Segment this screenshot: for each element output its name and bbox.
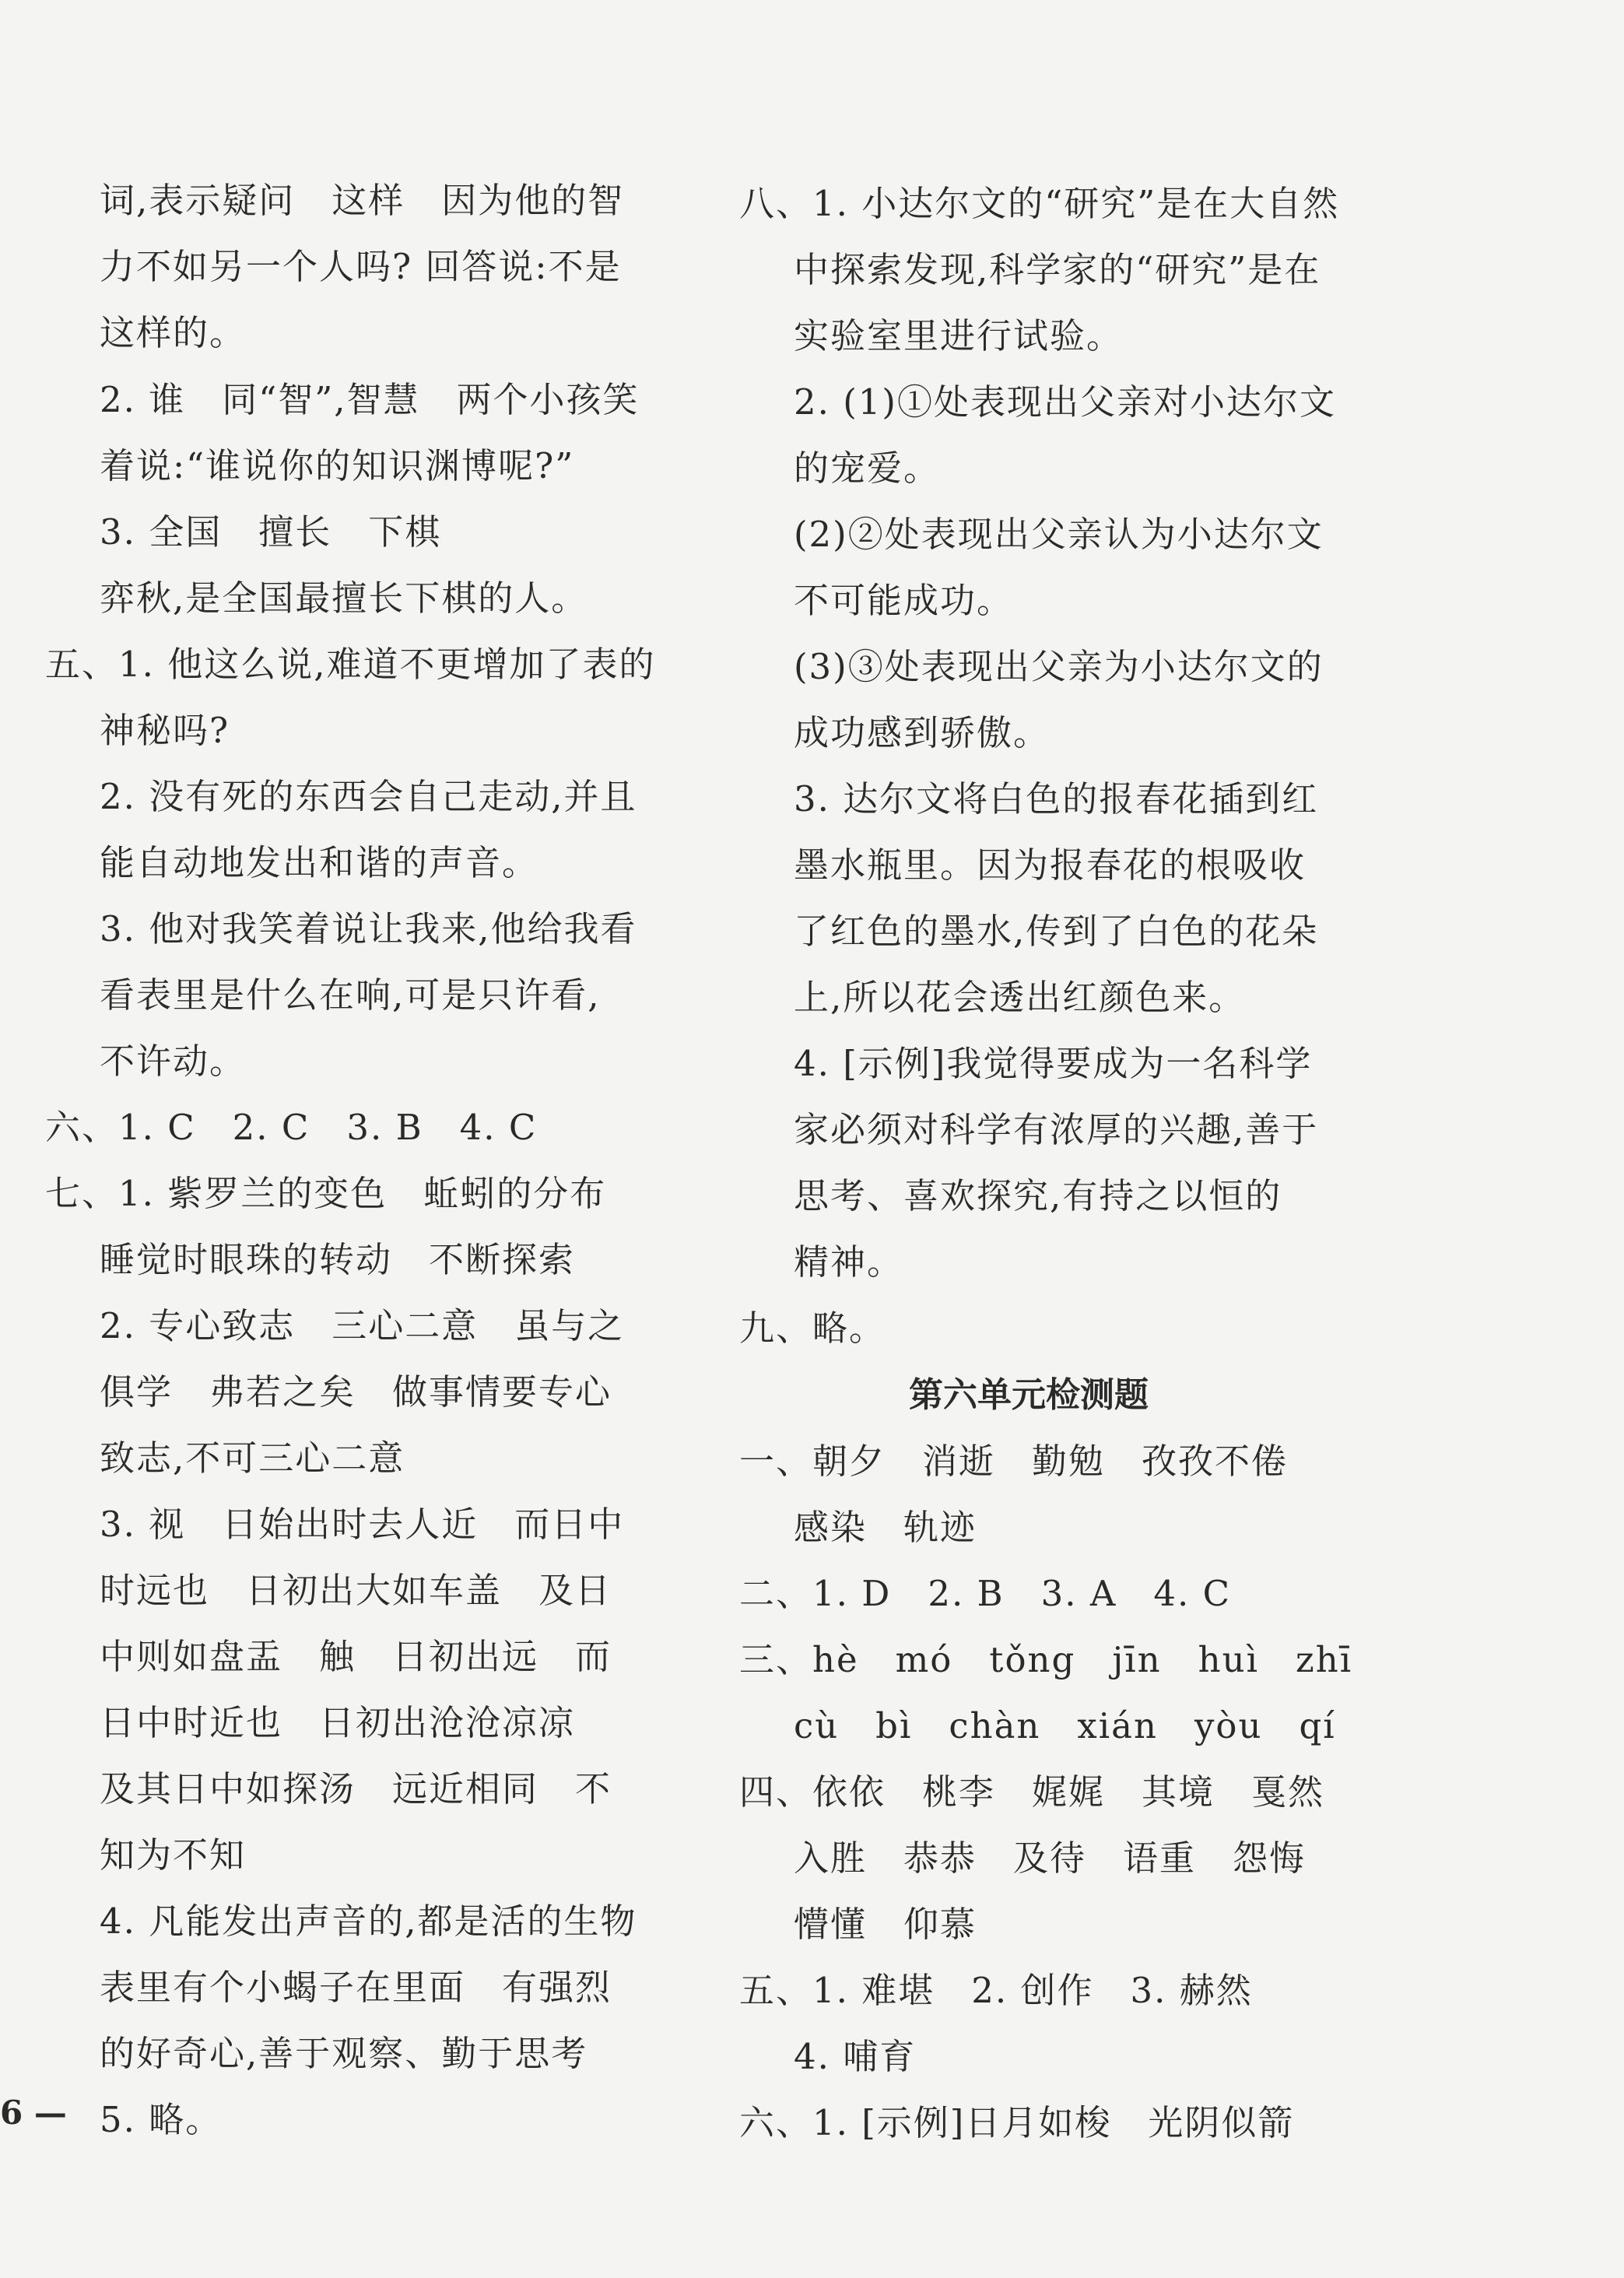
text-line: cù bì chàn xián yòu qí [794, 1705, 1336, 1746]
text-line: 4. 凡能发出声音的,都是活的生物 [100, 1901, 637, 1942]
text-line: 弈秋,是全国最擅长下棋的人。 [100, 577, 588, 619]
text-line: 3. 全国 擅长 下棋 [100, 511, 442, 553]
text-line: 4. [示例]我觉得要成为一名科学 [794, 1043, 1313, 1084]
section-line: 五、1. 他这么说,难道不更增加了表的 [45, 644, 656, 685]
text-line: 知为不知 [100, 1834, 247, 1876]
text-line: (3)③处表现出父亲为小达尔文的 [794, 646, 1324, 687]
text-line: 4. 哺育 [794, 2036, 917, 2077]
section-line: 六、1. C 2. C 3. B 4. C [45, 1107, 538, 1148]
text-line: 懵懂 仰慕 [794, 1904, 977, 1945]
text-line: 睡觉时眼珠的转动 不断探索 [100, 1239, 576, 1280]
text-line: 力不如另一个人吗? 回答说:不是 [100, 246, 622, 287]
text-line: 实验室里进行试验。 [794, 315, 1124, 356]
text-line: 及其日中如探汤 远近相同 不 [100, 1768, 612, 1809]
section-line: 五、1. 难堪 2. 创作 3. 赫然 [739, 1970, 1253, 2011]
text-line: 了红色的墨水,传到了白色的花朵 [794, 911, 1319, 952]
text-line: 表里有个小蝎子在里面 有强烈 [100, 1967, 612, 2008]
text-line: (2)②处表现出父亲认为小达尔文 [794, 514, 1324, 555]
text-line: 不许动。 [100, 1041, 247, 1082]
text-line: 时远也 日初出大如车盖 及日 [100, 1570, 612, 1611]
section-line: 一、朝夕 消逝 勤勉 孜孜不倦 [739, 1441, 1289, 1482]
section-line: 三、hè mó tǒng jīn huì zhī [739, 1639, 1353, 1680]
text-line: 2. 没有死的东西会自己走动,并且 [100, 776, 637, 817]
text-line: 中探索发现,科学家的“研究”是在 [794, 249, 1321, 290]
section-line: 七、1. 紫罗兰的变色 蚯蚓的分布 [45, 1173, 607, 1214]
text-line: 的好奇心,善于观察、勤于思考 [100, 2033, 588, 2074]
text-line: 不可能成功。 [794, 580, 1014, 621]
section-line: 六、1. [示例]日月如梭 光阴似箭 [739, 2102, 1295, 2143]
text-line: 神秘吗? [100, 710, 230, 751]
text-line: 俱学 弗若之矣 做事情要专心 [100, 1371, 612, 1413]
text-line: 能自动地发出和谐的声音。 [100, 842, 539, 883]
page-number: 6 — [0, 2094, 67, 2132]
text-line: 感染 轨迹 [794, 1507, 977, 1548]
text-line: 2. 谁 同“智”,智慧 两个小孩笑 [100, 379, 640, 420]
text-line: 2. 专心致志 三心二意 虽与之 [100, 1305, 625, 1346]
text-line: 5. 略。 [100, 2099, 223, 2140]
text-line: 上,所以花会透出红颜色来。 [794, 977, 1246, 1018]
text-line: 日中时近也 日初出沧沧凉凉 [100, 1702, 576, 1743]
text-line: 家必须对科学有浓厚的兴趣,善于 [794, 1109, 1319, 1150]
section-line: 四、依依 桃李 娓娓 其境 戛然 [739, 1771, 1325, 1813]
text-line: 3. 达尔文将白色的报春花插到红 [794, 778, 1319, 820]
text-line: 墨水瓶里。因为报春花的根吸收 [794, 844, 1307, 886]
text-line: 3. 他对我笑着说让我来,他给我看 [100, 908, 637, 949]
text-line: 2. (1)①处表现出父亲对小达尔文 [794, 381, 1336, 423]
text-line: 词,表示疑问 这样 因为他的智 [100, 180, 625, 221]
unit-test-heading: 第六单元检测题 [909, 1375, 1149, 1415]
text-line: 的宠爱。 [794, 448, 941, 489]
text-line: 入胜 恭恭 及待 语重 怨悔 [794, 1837, 1307, 1879]
text-line: 致志,不可三心二意 [100, 1437, 405, 1479]
text-line: 看表里是什么在响,可是只许看, [100, 974, 601, 1016]
text-line: 这样的。 [100, 312, 247, 353]
text-line: 成功感到骄傲。 [794, 712, 1051, 753]
section-line: 九、略。 [739, 1307, 886, 1349]
text-line: 3. 视 日始出时去人近 而日中 [100, 1504, 625, 1545]
text-line: 中则如盘盂 触 日初出远 而 [100, 1636, 612, 1677]
text-line: 精神。 [794, 1241, 904, 1283]
section-line: 八、1. 小达尔文的“研究”是在大自然 [739, 183, 1340, 224]
text-line: 思考、喜欢探究,有持之以恒的 [794, 1175, 1282, 1216]
section-line: 二、1. D 2. B 3. A 4. C [739, 1573, 1232, 1614]
text-line: 着说:“谁说你的知识渊博呢?” [100, 445, 575, 486]
